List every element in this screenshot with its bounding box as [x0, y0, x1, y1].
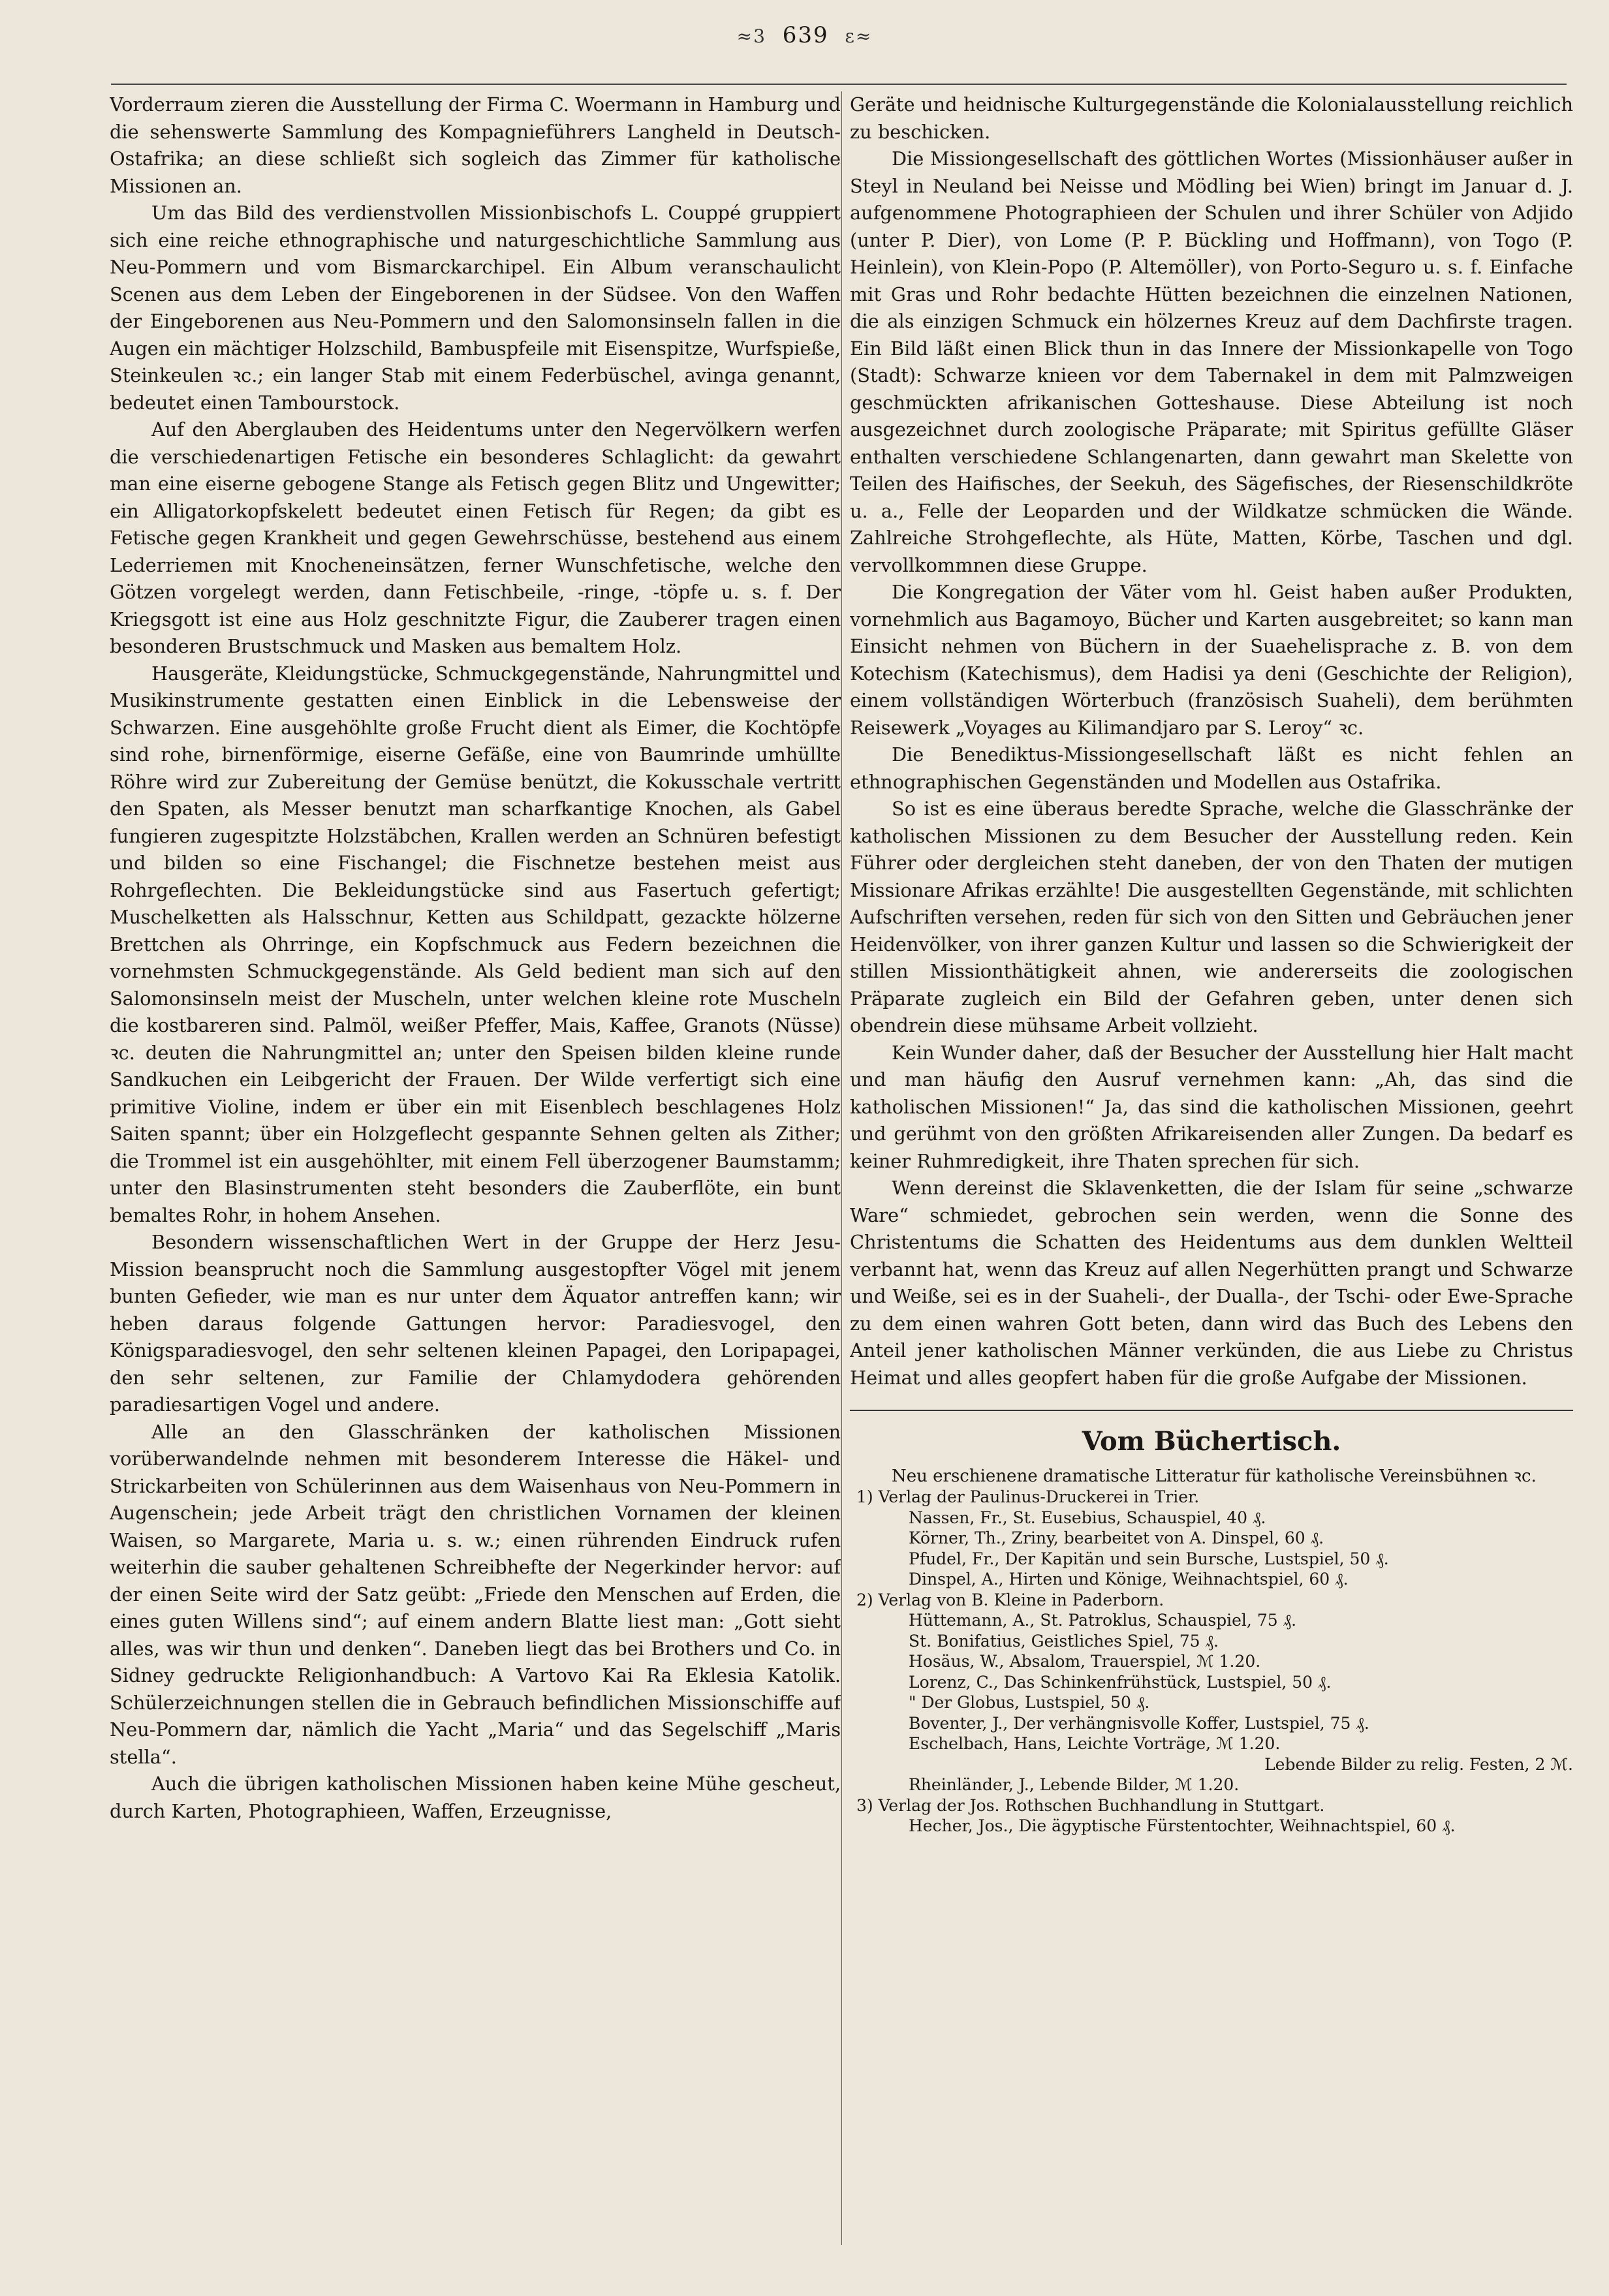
book-section: [850, 1424, 1573, 1837]
book-section-title: Vom Büchertisch.: [1082, 1426, 1341, 1457]
paragraph: Kein Wunder daher, daß der Besucher der Ausstellung hier Halt macht und man häufig den Ausruf vernehmen kann: „Ah, das sind die katholischen Missionen!“ Ja, das sind die katholischen Missionen, geehrt und gerühmt von den größten Afrikareisenden aller Zungen. Da bedarf es keiner Ruhmredigkeit, ihre Thaten sprechen für sich.: [850, 1041, 1573, 1172]
book-entry: Nassen, Fr., St. Eusebius, Schauspiel, 40 ₰.: [909, 1508, 1266, 1527]
book-entry: Lorenz, C., Das Schinkenfrühstück, Lustspiel, 50 ₰.: [909, 1672, 1332, 1692]
book-entry: " Der Globus, Lustspiel, 50 ₰.: [909, 1693, 1150, 1712]
paragraph: Wenn dereinst die Sklavenketten, die der Islam für seine „schwarze Ware“ schmiedet, gebrochen sein werden, wenn die Sonne des Christentums die Schatten des Heidentums aus dem dunklen Weltteil verbannt hat, wenn das Kreuz auf allen Negerhütten prangt und Schwarze und Weiße, sei es in der Suaheli-, der Dualla-, der Tschi- oder Ewe-Sprache zu dem einen wahren Gott beten, dann wird das Buch des Lebens den Anteil jener katholischen Männer verkünden, die aus Liebe zu Christus Heimat und alles geopfert haben für die große Aufgabe der Missionen.: [850, 1177, 1573, 1389]
publisher-heading: 2) Verlag von B. Kleine in Paderborn.: [856, 1590, 1164, 1609]
book-entry: Boventer, J., Der verhängnisvolle Koffer, Lustspiel, 75 ₰.: [909, 1713, 1369, 1733]
paragraph: Um das Bild des verdienstvollen Missionbischofs L. Couppé gruppiert sich eine reiche ethnographische und naturgeschichtliche Sammlung aus Neu-Pommern und vom Bismarckarchipel. Ein Album veranschaulicht Scenen aus dem Leben der Eingeborenen in der Südsee. Von den Waffen der Eingeborenen aus Neu-Pommern und den Salomonsinseln fallen in die Augen ein mächtiger Holzschild, Bambuspfeile mit Eisenspitze, Wurfspieße, Steinkeulen ꝛc.; ein langer Stab mit einem Federbüschel, avinga genannt, bedeutet einen Tambourstock.: [110, 202, 841, 414]
section-separator: [850, 1410, 1573, 1411]
paragraph: Auf den Aberglauben des Heidentums unter den Negervölkern werfen die verschiedenartigen Fetische ein besonderes Schlaglicht: da gewahrt man eine eiserne gebogene Stange als Fetisch gegen Blitz und Ungewitter; ein Alligatorkopfskelett bedeutet einen Fetisch für Regen; da gibt es Fetische gegen Krankheit und gegen Gewehrschüsse, bestehend aus einem Lederriemen mit Knocheneinsätzen, ferner Wunschfetische, welche den Götzen vorgelegt werden, dann Fetischbeile, -ringe, -töpfe u. s. f. Der Kriegsgott ist eine aus Holz geschnitzte Figur, die Zauberer tragen einen besonderen Brustschmuck und Masken aus bemaltem Holz.: [110, 418, 841, 657]
book-entry: Dinspel, A., Hirten und Könige, Weihnachtspiel, 60 ₰.: [909, 1570, 1349, 1589]
book-entry: Körner, Th., Zriny, bearbeitet von A. Dinspel, 60 ₰.: [909, 1528, 1324, 1547]
book-entry: St. Bonifatius, Geistliches Spiel, 75 ₰.: [909, 1631, 1219, 1651]
header-rule: [111, 84, 1567, 85]
paragraph: Geräte und heidnische Kulturgegenstände die Kolonialausstellung reichlich zu beschicken.: [850, 93, 1573, 143]
book-entry: Eschelbach, Hans, Leichte Vorträge, ℳ 1.20.: [909, 1734, 1281, 1753]
paragraph: Die Kongregation der Väter vom hl. Geist haben außer Produkten, vornehmlich aus Bagamoyo, Bücher und Karten ausgebreitet; so kann man Einsicht nehmen von Büchern in der Suaehelisprache z. B. von dem Kotechism (Katechismus), dem Hadisi ya deni (Geschichte der Religion), einem vollständigen Wörterbuch (französisch Suaheli), dem berühmten Reisewerk „Voyages au Kilimandjaro par S. Leroy“ ꝛc.: [850, 581, 1573, 739]
paragraph: Vorderraum zieren die Ausstellung der Firma C. Woermann in Hamburg und die sehenswerte Sammlung des Kompagnieführers Langheld in Deutsch-Ostafrika; an diese schließt sich sogleich das Zimmer für katholische Missionen an.: [110, 93, 841, 197]
book-entry: Pfudel, Fr., Der Kapitän und sein Bursche, Lustspiel, 50 ₰.: [909, 1549, 1389, 1568]
book-section-intro: Neu erschienene dramatische Litteratur für katholische Vereinsbühnen ꝛc.: [892, 1466, 1537, 1486]
ornament-left: ≈3: [736, 25, 766, 47]
paragraph: Hausgeräte, Kleidungstücke, Schmuckgegenstände, Nahrungmittel und Musikinstrumente gestatten einen Einblick in die Lebensweise der Schwarzen. Eine ausgehöhlte große Frucht dient als Eimer, die Kochtöpfe sind rohe, birnenförmige, eiserne Gefäße, eine von Baumrinde umhüllte Röhre wird zur Zubereitung der Gemüse benützt, die Kokusschale vertritt den Spaten, als Messer benutzt man scharfkantige Knochen, als Gabel fungieren zugespitzte Holzstäbchen, Krallen werden an Schnüren befestigt und bilden so eine Fischangel; die Fischnetze bestehen meist aus Rohrgeflechten. Die Bekleidungstücke sind aus Fasertuch gefertigt; Muschelketten als Halsschnur, Ketten aus Schildpatt, gezackte hölzerne Brettchen als Ohrringe, ein Kopfschmuck aus Federn bezeichnen die vornehmsten Schmuckgegenstände. Als Geld bedient man sich auf den Salomonsinseln meist der Muscheln, unter welchen kleine rote Muscheln die kostbareren sind. Palmöl, weißer Pfeffer, Mais, Kaffee, Granots (Nüsse) ꝛc. deuten die Nahrungmittel an; unter den Speisen bilden kleine runde Sandkuchen ein Leibgericht der Frauen. Der Wilde verfertigt sich eine primitive Violine, indem er über ein mit Eisenblech beschlagenes Holz Saiten spannt; über ein Holzgeflecht gespannte Sehnen gelten als Zither; die Trommel ist ein ausgehöhlter, mit einem Fell überzogener Baumstamm; unter den Blasinstrumenten steht besonders die Zauberflöte, ein bunt bemaltes Rohr, in hohem Ansehen.: [110, 662, 841, 1226]
right-column: [850, 91, 1573, 2265]
publisher-heading: 1) Verlag der Paulinus-Druckerei in Trier.: [856, 1487, 1200, 1506]
paragraph: Auch die übrigen katholischen Missionen haben keine Mühe gescheut, durch Karten, Photographieen, Waffen, Erzeugnisse,: [110, 1773, 841, 1822]
column-divider: [841, 91, 842, 2245]
book-list: [850, 1487, 1573, 1837]
paragraph: Besondern wissenschaftlichen Wert in der Gruppe der Herz Jesu-Mission beansprucht noch die Sammlung ausgestopfter Vögel mit jenem bunten Gefieder, wie man es nur unter dem Äquator antreffen kann; wir heben daraus folgende Gattungen hervor: Paradiesvogel, den Königsparadiesvogel, den sehr seltenen kleinen Papagei, den Loripapagei, den sehr seltenen, zur Familie der Chlamydodera gehörenden paradiesartigen Vogel und andere.: [110, 1231, 841, 1416]
page-number: 639: [782, 22, 829, 48]
ornament-right: ε≈: [845, 25, 873, 47]
paragraph: Alle an den Glasschränken der katholischen Missionen vorüberwandelnde nehmen mit besonderem Interesse die Häkel- und Strickarbeiten von Schülerinnen aus dem Waisenhaus von Neu-Pommern in Augenschein; jede Arbeit trägt den christlichen Vornamen der kleinen Waisen, so Margarete, Maria u. s. w.; einen rührenden Eindruck rufen weiterhin die sauber gehaltenen Schreibhefte der Negerkinder hervor: auf der einen Seite wird der Satz geübt: „Friede den Menschen auf Erden, die eines guten Willens sind“; auf einem andern Blatte liest man: „Gott sieht alles, was wir thun und denken“. Daneben liegt das bei Brothers und Co. in Sidney gedruckte Religionhandbuch: A Vartovo Kai Ra Eklesia Katolik. Schülerzeichnungen stellen die in Gebrauch befindlichen Missionschiffe auf Neu-Pommern dar, nämlich die Yacht „Maria“ und das Segelschiff „Maris stella“.: [110, 1420, 841, 1768]
book-entry: Hecher, Jos., Die ägyptische Fürstentochter, Weihnachtspiel, 60 ₰.: [909, 1816, 1456, 1835]
left-column: [110, 91, 841, 2265]
paragraph: So ist es eine überaus beredte Sprache, welche die Glasschränke der katholischen Missionen zu dem Besucher der Ausstellung reden. Kein Führer oder dergleichen steht daneben, der von den Thaten der mutigen Missionare Afrikas erzählte! Die ausgestellten Gegenstände, mit schlichten Aufschriften versehen, reden für sich von den Sitten und Gebräuchen jener Heidenvölker, von ihrer ganzen Kultur und lassen so die Schwierigkeit der stillen Missionthätigkeit ahnen, wie andererseits die zoologischen Präparate zugleich ein Bild der Gefahren geben, unter denen sich obendrein diese mühsame Arbeit vollzieht.: [850, 798, 1573, 1036]
book-entry: Lebende Bilder zu relig. Festen, 2 ℳ.: [1264, 1754, 1573, 1774]
publisher-heading: 3) Verlag der Jos. Rothschen Buchhandlung in Stuttgart.: [856, 1795, 1325, 1815]
book-entry: Rheinländer, J., Lebende Bilder, ℳ 1.20.: [909, 1775, 1240, 1794]
paragraph: Die Missiongesellschaft des göttlichen Wortes (Missionhäuser außer in Steyl in Neuland bei Neisse und Mödling bei Wien) bringt im Januar d. J. aufgenommene Photographieen der Schulen und ihrer Schüler von Adjido (unter P. Dier), von Lome (P. P. Bückling und Hoffmann), von Togo (P. Heinlein), von Klein-Popo (P. Altemöller), von Porto-Seguro u. s. f. Einfache mit Gras und Rohr bedachte Hütten bezeichnen die einzelnen Nationen, die als einzigen Schmuck ein hölzernes Kreuz auf dem Dachfirste tragen. Ein Bild läßt einen Blick thun in das Innere der Missionkapelle von Togo (Stadt): Schwarze knieen vor dem Tabernakel in dem mit Palmzweigen geschmückten afrikanischen Gotteshause. Diese Abteilung ist noch ausgezeichnet durch zoologische Präparate; mit Spiritus gefüllte Gläser enthalten verschiedene Schlangenarten, dann gewahrt man Skelette von Teilen des Haifisches, der Seekuh, des Sägefisches, der Riesenschildkröte u. a., Felle der Leoparden und der Wildkatze schmücken die Wände. Zahlreiche Strohgeflechte, als Hüte, Matten, Körbe, Taschen und dgl. vervollkommnen diese Gruppe.: [850, 147, 1573, 576]
paragraph: Die Benediktus-Missiongesellschaft läßt es nicht fehlen an ethnographischen Gegenständen und Modellen aus Ostafrika.: [850, 743, 1573, 793]
book-entry: Hosäus, W., Absalom, Trauerspiel, ℳ 1.20.: [909, 1652, 1261, 1671]
book-entry: Hüttemann, A., St. Patroklus, Schauspiel, 75 ₰.: [909, 1611, 1297, 1630]
page-header: [0, 22, 1609, 48]
